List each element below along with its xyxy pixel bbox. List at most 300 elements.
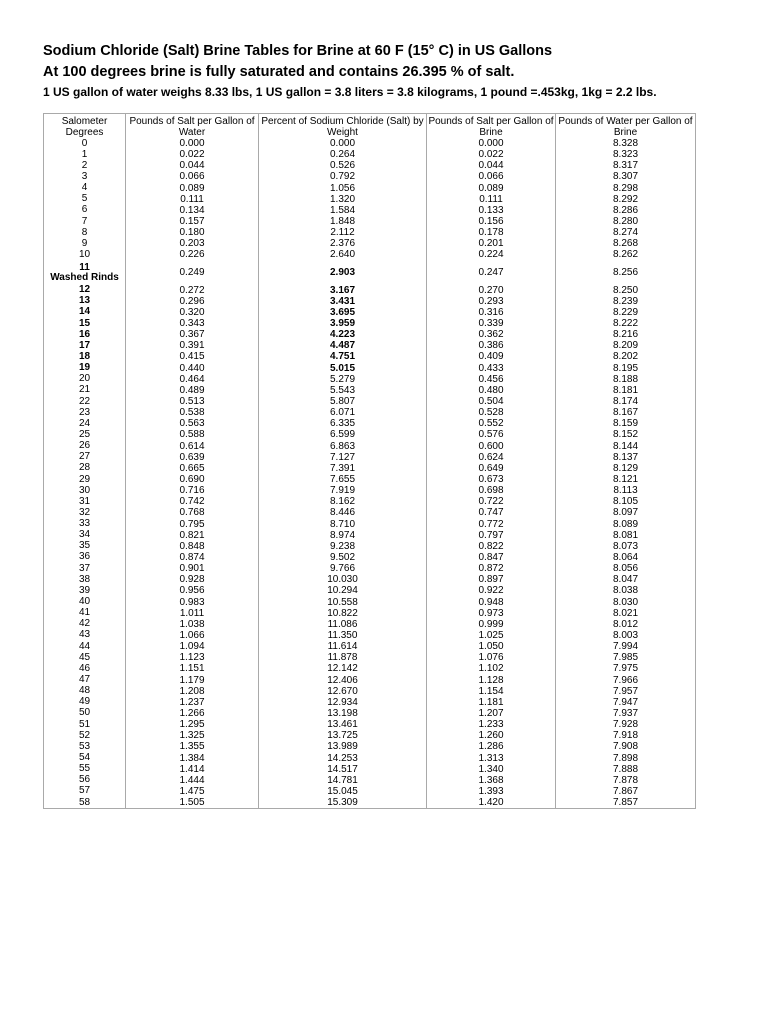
salometer-degree-cell [44,285,126,296]
water-per-gallon-brine-cell: 8.073 [556,541,696,552]
salometer-degree-cell [44,418,126,429]
percent-salt-cell: 14.253 [259,752,427,763]
salt-per-gallon-brine-cell: 0.649 [427,463,556,474]
salometer-degree-value: 57 [78,785,91,797]
table-row [44,674,696,685]
table-row [44,261,696,285]
table-row [44,797,696,809]
water-per-gallon-brine-cell: 8.021 [556,608,696,619]
header-salt-per-gallon-brine: Pounds of Salt per Gallon of Brine [427,114,556,139]
salometer-degree-value: 17 [78,340,91,351]
salt-per-gallon-brine-cell: 0.433 [427,363,556,374]
salt-per-gallon-brine-cell: 1.340 [427,764,556,775]
table-row [44,407,696,418]
percent-salt-cell: 7.391 [259,463,427,474]
salometer-degree-cell [44,797,126,809]
percent-salt-cell: 0.526 [259,160,427,171]
table-row [44,485,696,496]
salt-per-gallon-water-cell: 0.901 [126,563,259,574]
table-row [44,441,696,452]
salometer-degree-value: 50 [78,707,91,719]
table-row [44,608,696,619]
water-per-gallon-brine-cell: 8.323 [556,149,696,160]
table-row [44,227,696,238]
table-row [44,764,696,775]
salometer-degree-cell [44,396,126,407]
salometer-degree-value: 16 [78,329,91,340]
water-per-gallon-brine-cell: 8.129 [556,463,696,474]
table-row [44,730,696,741]
water-per-gallon-brine-cell: 8.038 [556,585,696,596]
water-per-gallon-brine-cell: 8.089 [556,519,696,530]
table-row [44,238,696,249]
water-per-gallon-brine-cell: 7.966 [556,674,696,685]
water-per-gallon-brine-cell: 8.047 [556,574,696,585]
salometer-degree-cell [44,238,126,249]
water-per-gallon-brine-cell: 8.056 [556,563,696,574]
water-per-gallon-brine-cell: 7.947 [556,697,696,708]
salt-per-gallon-brine-cell: 0.999 [427,619,556,630]
water-per-gallon-brine-cell: 8.003 [556,630,696,641]
salometer-degree-cell [44,351,126,362]
salometer-degree-cell [44,171,126,182]
salt-per-gallon-brine-cell: 0.948 [427,596,556,607]
salt-per-gallon-water-cell: 1.414 [126,764,259,775]
salt-per-gallon-brine-cell: 0.600 [427,441,556,452]
salt-per-gallon-brine-cell: 0.504 [427,396,556,407]
water-per-gallon-brine-cell: 8.250 [556,285,696,296]
water-per-gallon-brine-cell: 7.857 [556,797,696,809]
salt-per-gallon-brine-cell: 0.022 [427,149,556,160]
salt-per-gallon-water-cell: 1.325 [126,730,259,741]
salometer-degree-cell [44,552,126,563]
percent-salt-cell: 7.127 [259,452,427,463]
water-per-gallon-brine-cell: 8.121 [556,474,696,485]
percent-salt-cell: 12.142 [259,663,427,674]
water-per-gallon-brine-cell: 8.292 [556,194,696,205]
water-per-gallon-brine-cell: 8.097 [556,507,696,518]
table-row [44,641,696,652]
salt-per-gallon-brine-cell: 0.386 [427,340,556,351]
header-water-per-gallon-brine: Pounds of Water per Gallon of Brine [556,114,696,139]
salometer-degree-cell [44,463,126,474]
salometer-degree-value: 14 [78,306,91,318]
salometer-degree-value: 34 [78,529,91,541]
percent-salt-cell: 5.015 [259,363,427,374]
salt-per-gallon-brine-cell: 0.247 [427,261,556,285]
salt-per-gallon-brine-cell: 0.822 [427,541,556,552]
table-row [44,183,696,194]
salometer-degree-value: 45 [78,652,91,663]
table-row [44,396,696,407]
salt-per-gallon-brine-cell: 0.178 [427,227,556,238]
table-row [44,530,696,541]
salometer-degree-value: 31 [78,496,91,507]
salt-per-gallon-water-cell: 0.639 [126,452,259,463]
salt-per-gallon-water-cell: 0.111 [126,194,259,205]
table-body [44,138,696,809]
salometer-degree-value: 7 [81,215,88,227]
conversion-note: 1 US gallon of water weighs 8.33 lbs, 1 US gallon = 3.8 liters = 3.8 kilograms, 1 pound =.453kg, 1kg = 2.2 lbs. [43,85,657,99]
salt-per-gallon-brine-cell: 1.154 [427,686,556,697]
salometer-degree-value: 21 [78,384,91,396]
salometer-degree-value: 43 [78,629,91,641]
salt-per-gallon-water-cell: 1.038 [126,619,259,630]
salt-per-gallon-water-cell: 0.821 [126,530,259,541]
salt-per-gallon-brine-cell: 0.270 [427,285,556,296]
salt-per-gallon-water-cell: 0.665 [126,463,259,474]
salt-per-gallon-water-cell: 1.151 [126,663,259,674]
table-row [44,619,696,630]
salt-per-gallon-water-cell: 0.464 [126,374,259,385]
water-per-gallon-brine-cell: 8.081 [556,530,696,541]
water-per-gallon-brine-cell: 8.216 [556,329,696,340]
percent-salt-cell: 13.989 [259,741,427,752]
salt-per-gallon-water-cell: 0.000 [126,138,259,149]
salt-per-gallon-water-cell: 0.180 [126,227,259,238]
percent-salt-cell: 5.807 [259,396,427,407]
water-per-gallon-brine-cell: 7.908 [556,741,696,752]
salometer-degree-value: 18 [78,351,91,362]
salt-per-gallon-water-cell: 1.295 [126,719,259,730]
salometer-degree-cell [44,608,126,619]
water-per-gallon-brine-cell: 7.928 [556,719,696,730]
salometer-degree-cell [44,775,126,786]
salt-per-gallon-water-cell: 1.094 [126,641,259,652]
water-per-gallon-brine-cell: 8.262 [556,249,696,260]
salt-per-gallon-water-cell: 0.563 [126,418,259,429]
salometer-degree-cell [44,697,126,708]
table-row [44,507,696,518]
salt-per-gallon-brine-cell: 0.897 [427,574,556,585]
salt-per-gallon-water-cell: 1.266 [126,708,259,719]
water-per-gallon-brine-cell: 7.888 [556,764,696,775]
salometer-degree-cell [44,194,126,205]
salt-per-gallon-water-cell: 0.391 [126,340,259,351]
percent-salt-cell: 4.487 [259,340,427,351]
water-per-gallon-brine-cell: 8.229 [556,307,696,318]
table-row [44,285,696,296]
salometer-degree-cell [44,530,126,541]
salometer-degree-value: 12 [78,284,91,296]
water-per-gallon-brine-cell: 8.064 [556,552,696,563]
salometer-degree-cell [44,385,126,396]
salometer-degree-value: 4 [81,182,88,194]
salometer-degree-cell [44,730,126,741]
salt-per-gallon-water-cell: 1.237 [126,697,259,708]
salometer-degree-cell [44,574,126,585]
saturation-note: At 100 degrees brine is fully saturated and contains 26.395 % of salt. [43,64,515,80]
percent-salt-cell: 2.903 [259,261,427,285]
salometer-degree-cell [44,708,126,719]
salometer-degree-note: Washed Rinds [50,271,119,283]
salt-per-gallon-brine-cell: 0.698 [427,485,556,496]
salometer-degree-value: 30 [78,485,91,496]
salometer-degree-value: 0 [81,138,88,149]
salt-per-gallon-brine-cell: 1.076 [427,652,556,663]
salometer-degree-cell [44,318,126,329]
table-row [44,496,696,507]
salt-per-gallon-water-cell: 1.444 [126,775,259,786]
table-row [44,205,696,216]
table-row [44,351,696,362]
table-row [44,418,696,429]
percent-salt-cell: 14.781 [259,775,427,786]
salt-per-gallon-water-cell: 0.367 [126,329,259,340]
salometer-degree-value: 32 [78,507,91,518]
salometer-degree-value: 1 [81,149,88,160]
water-per-gallon-brine-cell: 7.957 [556,686,696,697]
salt-per-gallon-brine-cell: 1.368 [427,775,556,786]
salt-per-gallon-water-cell: 1.384 [126,752,259,763]
percent-salt-cell: 0.264 [259,149,427,160]
salometer-degree-cell [44,663,126,674]
water-per-gallon-brine-cell: 8.286 [556,205,696,216]
salt-per-gallon-water-cell: 0.157 [126,216,259,227]
water-per-gallon-brine-cell: 8.298 [556,183,696,194]
salometer-degree-cell [44,686,126,697]
percent-salt-cell: 1.056 [259,183,427,194]
salometer-degree-cell [44,441,126,452]
salometer-degree-value: 49 [78,696,91,708]
water-per-gallon-brine-cell: 7.918 [556,730,696,741]
percent-salt-cell: 6.335 [259,418,427,429]
salometer-degree-cell [44,149,126,160]
table-row [44,596,696,607]
salometer-degree-value: 37 [78,563,91,574]
percent-salt-cell: 10.030 [259,574,427,585]
salometer-degree-value: 41 [78,607,91,619]
water-per-gallon-brine-cell: 8.113 [556,485,696,496]
table-row [44,519,696,530]
salometer-degree-cell [44,652,126,663]
salt-per-gallon-water-cell: 0.614 [126,441,259,452]
water-per-gallon-brine-cell: 7.994 [556,641,696,652]
table-row [44,652,696,663]
salometer-degree-value: 13 [78,295,91,307]
table-row [44,474,696,485]
salometer-degree-cell [44,741,126,752]
salometer-degree-value: 26 [78,440,91,452]
salometer-degree-cell [44,630,126,641]
salometer-degree-value: 20 [78,373,91,385]
salometer-degree-value: 23 [78,407,91,418]
table-row [44,363,696,374]
percent-salt-cell: 12.934 [259,697,427,708]
salometer-degree-value: 5 [81,193,88,205]
salt-per-gallon-brine-cell: 1.207 [427,708,556,719]
salometer-degree-value: 48 [78,685,91,697]
table-row [44,385,696,396]
salt-per-gallon-brine-cell: 0.872 [427,563,556,574]
water-per-gallon-brine-cell: 8.167 [556,407,696,418]
table-row [44,194,696,205]
salometer-degree-cell [44,674,126,685]
salometer-degree-value: 40 [78,596,91,608]
salometer-degree-cell [44,752,126,763]
table-row [44,708,696,719]
table-row [44,463,696,474]
water-per-gallon-brine-cell: 7.937 [556,708,696,719]
salt-per-gallon-water-cell: 1.123 [126,652,259,663]
salometer-degree-value: 56 [78,774,91,786]
salometer-degree-cell [44,205,126,216]
percent-salt-cell: 7.655 [259,474,427,485]
water-per-gallon-brine-cell: 8.307 [556,171,696,182]
salt-per-gallon-brine-cell: 0.456 [427,374,556,385]
percent-salt-cell: 1.320 [259,194,427,205]
table-row [44,160,696,171]
salt-per-gallon-brine-cell: 0.089 [427,183,556,194]
percent-salt-cell: 6.863 [259,441,427,452]
salt-per-gallon-water-cell: 0.848 [126,541,259,552]
salometer-degree-value: 42 [78,618,91,630]
salometer-degree-value: 39 [78,585,91,596]
table-row [44,574,696,585]
salt-per-gallon-brine-cell: 1.420 [427,797,556,809]
salt-per-gallon-brine-cell: 1.050 [427,641,556,652]
water-per-gallon-brine-cell: 8.280 [556,216,696,227]
salometer-degree-cell [44,452,126,463]
salometer-degree-cell [44,429,126,440]
table-row [44,719,696,730]
salt-per-gallon-brine-cell: 0.747 [427,507,556,518]
salometer-degree-value: 2 [81,160,88,171]
salt-per-gallon-water-cell: 0.742 [126,496,259,507]
salt-per-gallon-brine-cell: 1.025 [427,630,556,641]
salt-per-gallon-water-cell: 1.179 [126,674,259,685]
salometer-degree-value: 28 [78,462,91,474]
salt-per-gallon-brine-cell: 1.128 [427,674,556,685]
salt-per-gallon-brine-cell: 0.973 [427,608,556,619]
water-per-gallon-brine-cell: 7.985 [556,652,696,663]
percent-salt-cell: 9.238 [259,541,427,552]
salometer-degree-cell [44,474,126,485]
table-row [44,585,696,596]
salt-per-gallon-water-cell: 0.690 [126,474,259,485]
percent-salt-cell: 10.822 [259,608,427,619]
salt-per-gallon-water-cell: 0.956 [126,585,259,596]
salometer-degree-value: 35 [78,540,91,552]
percent-salt-cell: 4.223 [259,329,427,340]
salometer-degree-value: 46 [78,663,91,674]
salt-per-gallon-brine-cell: 1.393 [427,786,556,797]
salometer-degree-value: 19 [78,362,91,374]
table-row [44,296,696,307]
salt-per-gallon-brine-cell: 0.156 [427,216,556,227]
salometer-degree-value: 29 [78,473,91,485]
salt-per-gallon-water-cell: 0.928 [126,574,259,585]
salometer-degree-cell [44,496,126,507]
percent-salt-cell: 9.502 [259,552,427,563]
salt-per-gallon-water-cell: 0.226 [126,249,259,260]
salometer-degree-value: 10 [78,249,91,260]
salt-per-gallon-water-cell: 0.066 [126,171,259,182]
percent-salt-cell: 0.000 [259,138,427,149]
salometer-degree-cell [44,374,126,385]
table-row [44,775,696,786]
salometer-degree-cell [44,183,126,194]
table-row [44,429,696,440]
table-row [44,630,696,641]
water-per-gallon-brine-cell: 8.239 [556,296,696,307]
percent-salt-cell: 12.406 [259,674,427,685]
percent-salt-cell: 11.878 [259,652,427,663]
percent-salt-cell: 12.670 [259,686,427,697]
salometer-degree-value: 58 [78,797,91,808]
salt-per-gallon-brine-cell: 0.044 [427,160,556,171]
salt-per-gallon-water-cell: 0.768 [126,507,259,518]
header-salometer-degrees: Salometer Degrees [44,114,126,139]
salometer-degree-cell [44,340,126,351]
salt-per-gallon-brine-cell: 0.797 [427,530,556,541]
salt-per-gallon-brine-cell: 0.066 [427,171,556,182]
salt-per-gallon-water-cell: 1.475 [126,786,259,797]
salt-per-gallon-brine-cell: 1.102 [427,663,556,674]
salometer-degree-value: 6 [81,204,88,216]
salt-per-gallon-water-cell: 1.066 [126,630,259,641]
salt-per-gallon-water-cell: 0.044 [126,160,259,171]
salt-per-gallon-water-cell: 0.272 [126,285,259,296]
salometer-degree-cell [44,641,126,652]
salt-per-gallon-brine-cell: 0.528 [427,407,556,418]
percent-salt-cell: 10.294 [259,585,427,596]
salt-per-gallon-brine-cell: 1.260 [427,730,556,741]
water-per-gallon-brine-cell: 8.174 [556,396,696,407]
salometer-degree-cell [44,363,126,374]
percent-salt-cell: 2.112 [259,227,427,238]
table-row [44,318,696,329]
percent-salt-cell: 1.584 [259,205,427,216]
salt-per-gallon-water-cell: 0.249 [126,261,259,285]
salometer-degree-value: 51 [78,719,91,730]
salometer-degree-value: 9 [81,238,88,249]
percent-salt-cell: 6.599 [259,429,427,440]
percent-salt-cell: 3.959 [259,318,427,329]
salometer-degree-value: 3 [81,171,88,182]
percent-salt-cell: 9.766 [259,563,427,574]
water-per-gallon-brine-cell: 8.256 [556,261,696,285]
table-row [44,171,696,182]
percent-salt-cell: 3.695 [259,307,427,318]
salt-per-gallon-brine-cell: 0.480 [427,385,556,396]
table-row [44,329,696,340]
table-row [44,452,696,463]
salometer-degree-cell [44,249,126,260]
percent-salt-cell: 1.848 [259,216,427,227]
salt-per-gallon-brine-cell: 0.624 [427,452,556,463]
table-header-row [44,114,696,139]
water-per-gallon-brine-cell: 7.867 [556,786,696,797]
salometer-degree-value: 33 [78,518,91,530]
salt-per-gallon-water-cell: 0.983 [126,596,259,607]
salometer-degree-cell [44,307,126,318]
salt-per-gallon-brine-cell: 1.181 [427,697,556,708]
percent-salt-cell: 2.640 [259,249,427,260]
percent-salt-cell: 13.198 [259,708,427,719]
salometer-degree-value: 27 [78,451,91,463]
water-per-gallon-brine-cell: 8.105 [556,496,696,507]
salt-per-gallon-brine-cell: 1.233 [427,719,556,730]
salometer-degree-cell [44,138,126,149]
salt-per-gallon-brine-cell: 0.362 [427,329,556,340]
salt-per-gallon-brine-cell: 0.293 [427,296,556,307]
table-row [44,307,696,318]
salometer-degree-cell [44,485,126,496]
salt-per-gallon-brine-cell: 0.722 [427,496,556,507]
water-per-gallon-brine-cell: 8.188 [556,374,696,385]
percent-salt-cell: 15.045 [259,786,427,797]
